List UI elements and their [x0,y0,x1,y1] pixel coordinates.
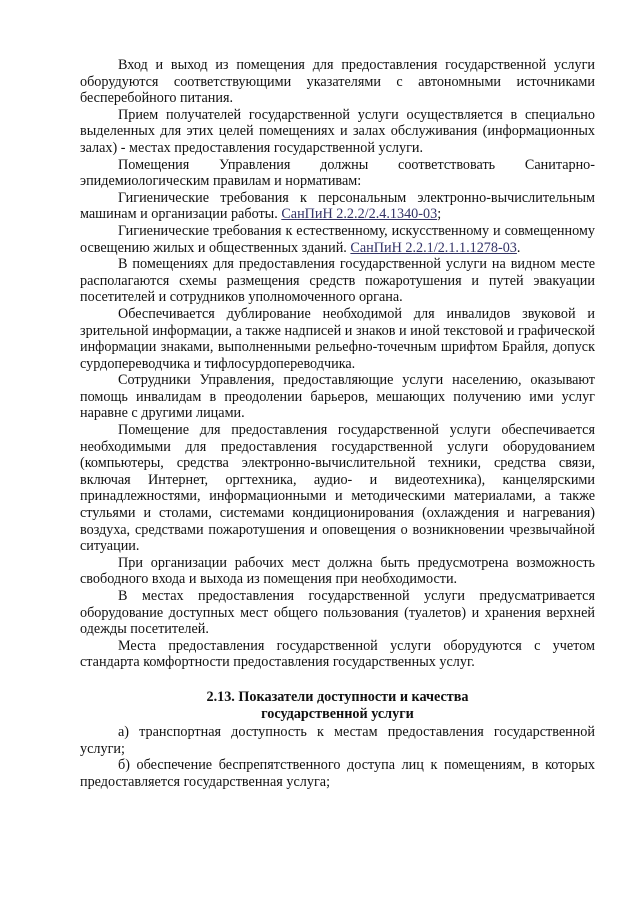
list-item [80,757,595,790]
paragraph-text: Прием получателей государственной услуги осуществляется в специально выделенных для этих целей помещениях и залах обслуживания (информационных залах) - местах предоставления государственной услуги. [80,106,595,156]
paragraph-text: Помещение для предоставления государственной услуги обеспечивается необходимыми для предоставления государственной услуги оборудованием (компьютеры, средства электронно-вычислительной техники, средства связи, включая Интернет, оргтехника, аудио- и видеотехника), канцелярскими принадлежностями, информационными и методическими материалами, а также стульями и столами, системами кондиционирования (охлаждения и нагревания) воздуха, средствами пожаротушения и оповещения о возникновении чрезвычайной ситуации. [80,422,595,555]
paragraph-tail: . [516,239,521,256]
paragraph-fire-schemes [80,256,595,306]
paragraph-text: Места предоставления государственной услуги оборудуются с учетом стандарта комфортности предоставления государственных услуг. [80,637,595,671]
paragraph-lighting-requirements [80,223,595,256]
paragraph-text: Обеспечивается дублирование необходимой для инвалидов звуковой и зрительной информации, а также надписей и знаков и иной текстовой и графической информации знаками, выполненными рельефно-точечным шрифтом Брайля, допуск сурдопереводчика и тифлосурдопереводчика. [80,305,595,372]
paragraph-disability-info [80,306,595,372]
paragraph-sanitary-rules [80,157,595,190]
section-heading [80,689,595,722]
paragraph-text: В местах предоставления государственной услуги предусматривается оборудование доступных мест общего пользования (туалетов) и хранения верхней одежды посетителей. [80,588,595,638]
paragraph-pc-requirements [80,190,595,223]
list-item-text: б) обеспечение беспрепятственного доступа лиц к помещениям, в которых предоставляется государственная услуга; [80,757,595,790]
list-item-text: а) транспортная доступность к местам предоставления государственной услуги; [80,724,595,757]
document-page [80,57,595,791]
paragraph-public-places [80,588,595,638]
sanpin-link-1278[interactable]: СанПиН 2.2.1/2.1.1.1278-03 [350,239,517,256]
paragraph-comfort-standard [80,638,595,671]
paragraph-text: Вход и выход из помещения для предоставления государственной услуги оборудуются соответствующими указателями с автономными источниками бесперебойного питания. [80,57,595,107]
paragraph-tail: ; [437,206,442,223]
sanpin-link-1340[interactable]: СанПиН 2.2.2/2.4.1340-03 [281,206,438,223]
paragraph-entrance [80,57,595,107]
paragraph-reception [80,107,595,157]
paragraph-text: Сотрудники Управления, предоставляющие услуги населению, оказывают помощь инвалидам в преодолении барьеров, мешающих получению ими услуг наравне с другими лицами. [80,372,595,422]
paragraph-workplaces [80,555,595,588]
paragraph-text: При организации рабочих мест должна быть предусмотрена возможность свободного входа и выхода из помещения при необходимости. [80,554,595,588]
list-item [80,724,595,757]
paragraph-text: Гигиенические требования к персональным электронно-вычислительным машинам и организации работы. [80,189,595,223]
section-heading-line-2: государственной услуги [261,705,414,722]
paragraph-text: Гигиенические требования к естественному, искусственному и совмещенному освещению жилых и общественных зданий. [80,222,595,256]
paragraph-text: В помещениях для предоставления государственной услуги на видном месте располагаются схемы размещения средств пожаротушения и путей эвакуации посетителей и сотрудников уполномоченного органа. [80,256,595,306]
section-heading-line-1: 2.13. Показатели доступности и качества [206,688,469,705]
paragraph-staff-assistance [80,372,595,422]
paragraph-equipment [80,422,595,555]
paragraph-text: Помещения Управления должны соответствовать Санитарно-эпидемиологическим правилам и нормативам: [80,156,595,190]
